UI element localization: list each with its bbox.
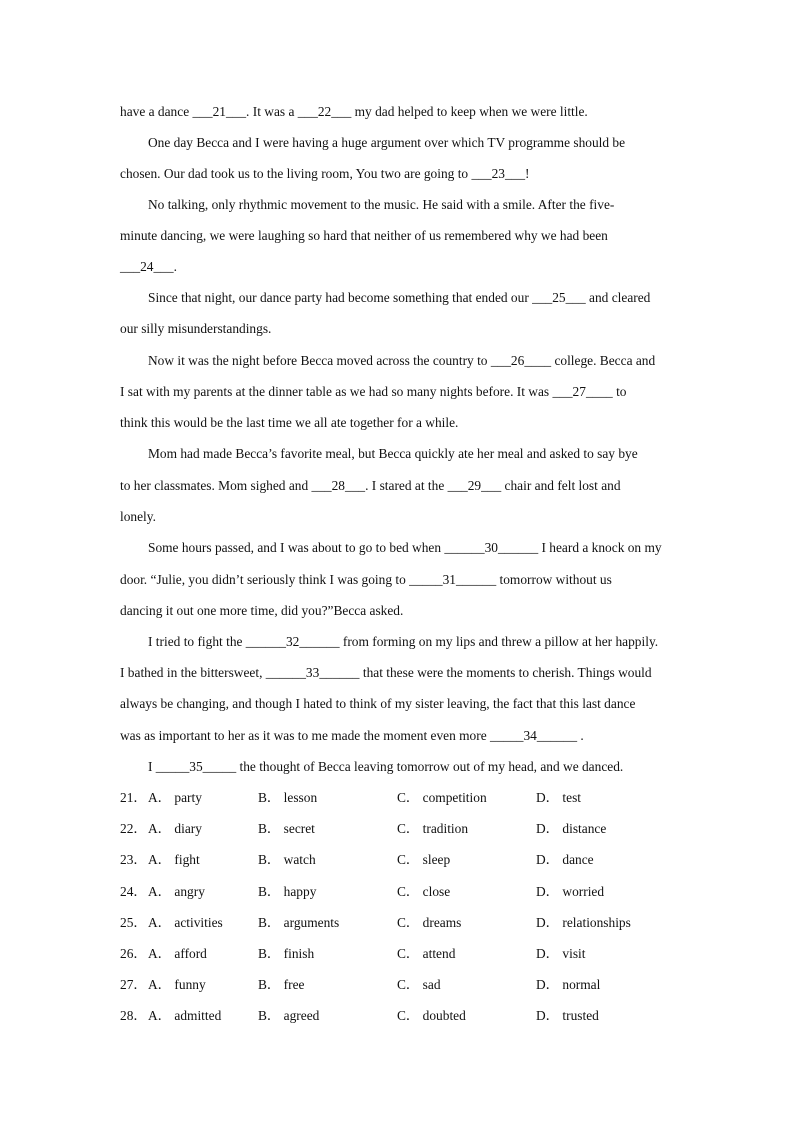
passage-line: No talking, only rhythmic movement to the music. He said with a smile. After the five- bbox=[148, 197, 615, 212]
option-a[interactable]: A． afford bbox=[148, 946, 207, 961]
option-b[interactable]: B． finish bbox=[258, 946, 315, 961]
question-number: 26． bbox=[120, 946, 147, 961]
option-b[interactable]: B． agreed bbox=[258, 1008, 320, 1023]
option-a[interactable]: A． angry bbox=[148, 884, 205, 899]
option-a[interactable]: A． fight bbox=[148, 852, 200, 867]
question-number: 28． bbox=[120, 1008, 147, 1023]
option-b[interactable]: B． watch bbox=[258, 852, 316, 867]
option-d[interactable]: D． dance bbox=[536, 852, 594, 867]
passage-line: dancing it out one more time, did you?”Becca asked. bbox=[120, 603, 404, 618]
option-d[interactable]: D． worried bbox=[536, 884, 605, 899]
option-b[interactable]: B． free bbox=[258, 977, 305, 992]
option-c[interactable]: C． doubted bbox=[397, 1008, 466, 1023]
option-c[interactable]: C． attend bbox=[397, 946, 456, 961]
passage-line: door. “Julie, you didn’t seriously think I was going to _____31______ tomorrow without us bbox=[120, 572, 612, 587]
passage-line: have a dance ___21___. It was a ___22___ my dad helped to keep when we were little. bbox=[120, 104, 588, 119]
option-c[interactable]: C． tradition bbox=[397, 821, 469, 836]
option-c[interactable]: C． sleep bbox=[397, 852, 451, 867]
option-c[interactable]: C． competition bbox=[397, 790, 487, 805]
question-number: 24． bbox=[120, 884, 147, 899]
passage-line: Some hours passed, and I was about to go to bed when ______30______ I heard a knock on my bbox=[148, 540, 662, 555]
passage-line: Mom had made Becca’s favorite meal, but Becca quickly ate her meal and asked to say bye bbox=[148, 446, 638, 461]
passage-line: I bathed in the bittersweet, ______33______ that these were the moments to cherish. Things would bbox=[120, 665, 652, 680]
passage-line: minute dancing, we were laughing so hard that neither of us remembered why we had been bbox=[120, 228, 608, 243]
option-a[interactable]: A． admitted bbox=[148, 1008, 222, 1023]
option-a[interactable]: A． activities bbox=[148, 915, 223, 930]
option-d[interactable]: D． visit bbox=[536, 946, 586, 961]
passage-line: I _____35_____ the thought of Becca leaving tomorrow out of my head, and we danced. bbox=[148, 759, 624, 774]
question-number: 25． bbox=[120, 915, 147, 930]
passage-line: always be changing, and though I hated to think of my sister leaving, the fact that this last dance bbox=[120, 696, 636, 711]
question-number: 21． bbox=[120, 790, 147, 805]
passage-line: our silly misunderstandings. bbox=[120, 321, 272, 336]
passage-line: think this would be the last time we all ate together for a while. bbox=[120, 415, 459, 430]
option-d[interactable]: D． distance bbox=[536, 821, 607, 836]
option-b[interactable]: B． arguments bbox=[258, 915, 340, 930]
passage-line: Now it was the night before Becca moved across the country to ___26____ college. Becca and bbox=[148, 353, 656, 368]
passage-line: was as important to her as it was to me made the moment even more _____34______ . bbox=[120, 728, 584, 743]
option-d[interactable]: D． test bbox=[536, 790, 582, 805]
passage-line: I tried to fight the ______32______ from forming on my lips and threw a pillow at her happily. bbox=[148, 634, 659, 649]
passage-line: lonely. bbox=[120, 509, 156, 524]
option-a[interactable]: A． diary bbox=[148, 821, 202, 836]
option-b[interactable]: B． secret bbox=[258, 821, 315, 836]
option-a[interactable]: A． party bbox=[148, 790, 202, 805]
option-a[interactable]: A． funny bbox=[148, 977, 206, 992]
passage-line: to her classmates. Mom sighed and ___28___. I stared at the ___29___ chair and felt lost and bbox=[120, 478, 621, 493]
option-c[interactable]: C． dreams bbox=[397, 915, 462, 930]
passage-line: ___24___. bbox=[120, 259, 177, 274]
passage-line: I sat with my parents at the dinner table as we had so many nights before. It was ___27____ to bbox=[120, 384, 627, 399]
option-d[interactable]: D． relationships bbox=[536, 915, 631, 930]
option-d[interactable]: D． normal bbox=[536, 977, 601, 992]
option-b[interactable]: B． lesson bbox=[258, 790, 318, 805]
passage-line: Since that night, our dance party had become something that ended our ___25___ and cleared bbox=[148, 290, 651, 305]
question-number: 27． bbox=[120, 977, 147, 992]
option-d[interactable]: D． trusted bbox=[536, 1008, 599, 1023]
option-c[interactable]: C． close bbox=[397, 884, 451, 899]
question-number: 22． bbox=[120, 821, 147, 836]
passage-line: chosen. Our dad took us to the living room, You two are going to ___23___! bbox=[120, 166, 530, 181]
option-b[interactable]: B． happy bbox=[258, 884, 317, 899]
option-c[interactable]: C． sad bbox=[397, 977, 441, 992]
question-number: 23． bbox=[120, 852, 147, 867]
passage-line: One day Becca and I were having a huge argument over which TV programme should be bbox=[148, 135, 626, 150]
